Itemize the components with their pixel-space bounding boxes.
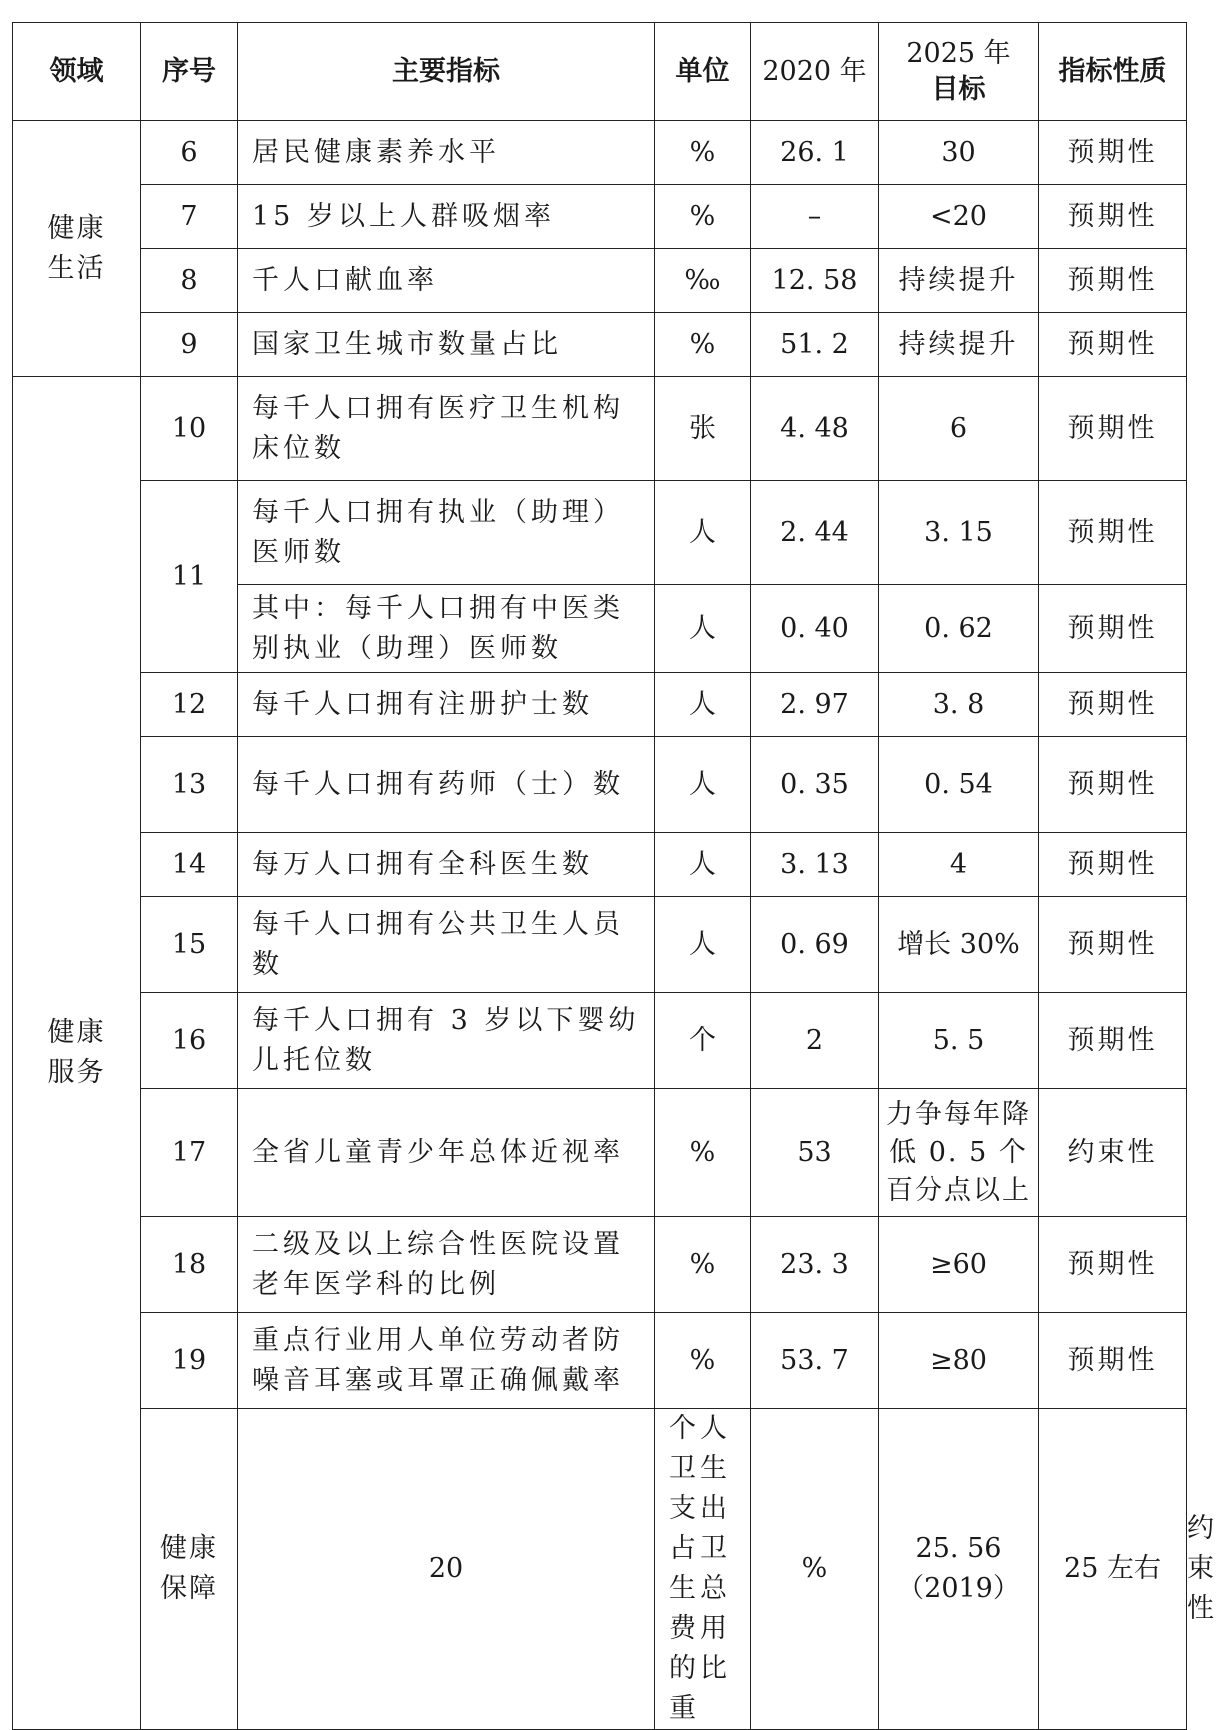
indicator-name: 每千人口拥有注册护士数 (238, 673, 655, 737)
value-2020: 26. 1 (751, 121, 879, 185)
table-row (13, 993, 1187, 1089)
target-2025: 增长 30% (879, 897, 1039, 993)
value-2020: 4. 48 (751, 377, 879, 481)
table-row (13, 673, 1187, 737)
header-2020: 2020 年 (751, 23, 879, 121)
seq-cell: 12 (141, 673, 238, 737)
nature-cell: 预期性 (1039, 313, 1187, 377)
target-2025: 25 左右 (1039, 1409, 1187, 1730)
target-2025: 6 (879, 377, 1039, 481)
target-2025: 3. 8 (879, 673, 1039, 737)
unit-cell: % (655, 313, 751, 377)
seq-cell: 15 (141, 897, 238, 993)
unit-cell: % (655, 1313, 751, 1409)
domain-health-life (13, 121, 141, 377)
indicator-table (12, 22, 1217, 1730)
value-2020: 51. 2 (751, 313, 879, 377)
seq-cell: 8 (141, 249, 238, 313)
target-2025: 持续提升 (879, 313, 1039, 377)
nature-cell: 预期性 (1039, 481, 1187, 585)
header-2025-target (879, 23, 1039, 121)
nature-cell: 约束性 (1039, 1089, 1187, 1217)
target-2025: ≥80 (879, 1313, 1039, 1409)
target-2025: 3. 15 (879, 481, 1039, 585)
seq-cell: 17 (141, 1089, 238, 1217)
indicator-name: 国家卫生城市数量占比 (238, 313, 655, 377)
nature-cell: 预期性 (1039, 185, 1187, 249)
nature-cell: 预期性 (1039, 1217, 1187, 1313)
unit-cell: % (655, 1089, 751, 1217)
indicator-name: 每千人口拥有执业（助理）医师数 (238, 481, 655, 585)
indicator-name: 全省儿童青少年总体近视率 (238, 1089, 655, 1217)
indicator-name: 15 岁以上人群吸烟率 (238, 185, 655, 249)
target-2025: 30 (879, 121, 1039, 185)
target-2025: 持续提升 (879, 249, 1039, 313)
seq-cell: 16 (141, 993, 238, 1089)
target-2025: 0. 54 (879, 737, 1039, 833)
value-2020: 23. 3 (751, 1217, 879, 1313)
value-2020: 0. 35 (751, 737, 879, 833)
table-row (13, 737, 1187, 833)
nature-cell: 预期性 (1039, 737, 1187, 833)
indicator-name: 每千人口拥有公共卫生人员数 (238, 897, 655, 993)
header-seq: 序号 (141, 23, 238, 121)
unit-cell: ‰ (655, 249, 751, 313)
unit-cell: 人 (655, 897, 751, 993)
indicator-name: 二级及以上综合性医院设置老年医学科的比例 (238, 1217, 655, 1313)
seq-cell: 14 (141, 833, 238, 897)
table-row (13, 313, 1187, 377)
unit-cell: 人 (655, 585, 751, 673)
table-row (13, 1089, 1187, 1217)
table-row (13, 121, 1187, 185)
indicator-name: 每千人口拥有医疗卫生机构床位数 (238, 377, 655, 481)
unit-cell: 个 (655, 993, 751, 1089)
nature-cell: 预期性 (1039, 833, 1187, 897)
table-row (13, 481, 1187, 585)
value-2020: 53. 7 (751, 1313, 879, 1409)
seq-cell: 6 (141, 121, 238, 185)
header-2025-line2: 目标 (931, 73, 986, 105)
value-2020: 0. 69 (751, 897, 879, 993)
nature-cell: 预期性 (1039, 673, 1187, 737)
header-indicator: 主要指标 (238, 23, 655, 121)
indicator-name: 个人卫生支出占卫生总费用的比重 (655, 1409, 751, 1730)
seq-cell: 13 (141, 737, 238, 833)
table-row (13, 897, 1187, 993)
value-2020: 3. 13 (751, 833, 879, 897)
header-domain: 领域 (13, 23, 141, 121)
target-2025: 力争每年降低 0. 5 个百分点以上 (879, 1089, 1039, 1217)
unit-cell: % (751, 1409, 879, 1730)
unit-cell: 人 (655, 833, 751, 897)
nature-cell: 预期性 (1039, 249, 1187, 313)
value-2020: 12. 58 (751, 249, 879, 313)
seq-cell: 19 (141, 1313, 238, 1409)
indicator-name: 千人口献血率 (238, 249, 655, 313)
seq-cell: 9 (141, 313, 238, 377)
unit-cell: 人 (655, 737, 751, 833)
indicator-name: 每千人口拥有 3 岁以下婴幼儿托位数 (238, 993, 655, 1089)
indicator-name: 重点行业用人单位劳动者防噪音耳塞或耳罩正确佩戴率 (238, 1313, 655, 1409)
target-2025: ≥60 (879, 1217, 1039, 1313)
target-2025: 5. 5 (879, 993, 1039, 1089)
unit-cell: 人 (655, 673, 751, 737)
target-2025: 0. 62 (879, 585, 1039, 673)
header-nature: 指标性质 (1039, 23, 1187, 121)
table-row (13, 833, 1187, 897)
unit-cell: % (655, 1217, 751, 1313)
value-2020: – (751, 185, 879, 249)
table-row (13, 1313, 1187, 1409)
domain-health-security (141, 1409, 238, 1730)
value-2020: 53 (751, 1089, 879, 1217)
seq-cell: 11 (141, 481, 238, 673)
domain-label: 健康保障 (160, 1533, 218, 1604)
domain-label: 健康服务 (47, 1017, 106, 1088)
unit-cell: % (655, 185, 751, 249)
indicator-name: 其中：每千人口拥有中医类别执业（助理）医师数 (238, 585, 655, 673)
table-row: 健康保障 20 个人卫生支出占卫生总费用的比重 % 25. 56（2019） 25 左右 约束性 (13, 1409, 1187, 1730)
seq-cell: 7 (141, 185, 238, 249)
target-2025: <20 (879, 185, 1039, 249)
indicator-name: 每万人口拥有全科医生数 (238, 833, 655, 897)
seq-cell: 18 (141, 1217, 238, 1313)
indicator-name: 居民健康素养水平 (238, 121, 655, 185)
nature-cell: 预期性 (1039, 1313, 1187, 1409)
header-unit: 单位 (655, 23, 751, 121)
header-row (13, 23, 1187, 121)
seq-cell: 20 (238, 1409, 655, 1730)
domain-health-service (13, 377, 141, 1730)
header-2025-line1: 2025 年 (906, 37, 1011, 69)
domain-label: 健康生活 (47, 212, 106, 284)
table-row (13, 249, 1187, 313)
nature-cell: 预期性 (1039, 993, 1187, 1089)
value-2020: 25. 56（2019） (879, 1409, 1039, 1730)
target-2025: 4 (879, 833, 1039, 897)
table-row (13, 377, 1187, 481)
value-2020: 2 (751, 993, 879, 1089)
value-2020: 2. 44 (751, 481, 879, 585)
value-2020: 2. 97 (751, 673, 879, 737)
seq-cell: 10 (141, 377, 238, 481)
unit-cell: 张 (655, 377, 751, 481)
nature-cell: 预期性 (1039, 121, 1187, 185)
unit-cell: 人 (655, 481, 751, 585)
table-row (13, 185, 1187, 249)
unit-cell: % (655, 121, 751, 185)
nature-cell: 预期性 (1039, 897, 1187, 993)
indicator-name: 每千人口拥有药师（士）数 (238, 737, 655, 833)
nature-cell: 预期性 (1039, 377, 1187, 481)
table-row (13, 1217, 1187, 1313)
value-2020: 0. 40 (751, 585, 879, 673)
nature-cell: 预期性 (1039, 585, 1187, 673)
